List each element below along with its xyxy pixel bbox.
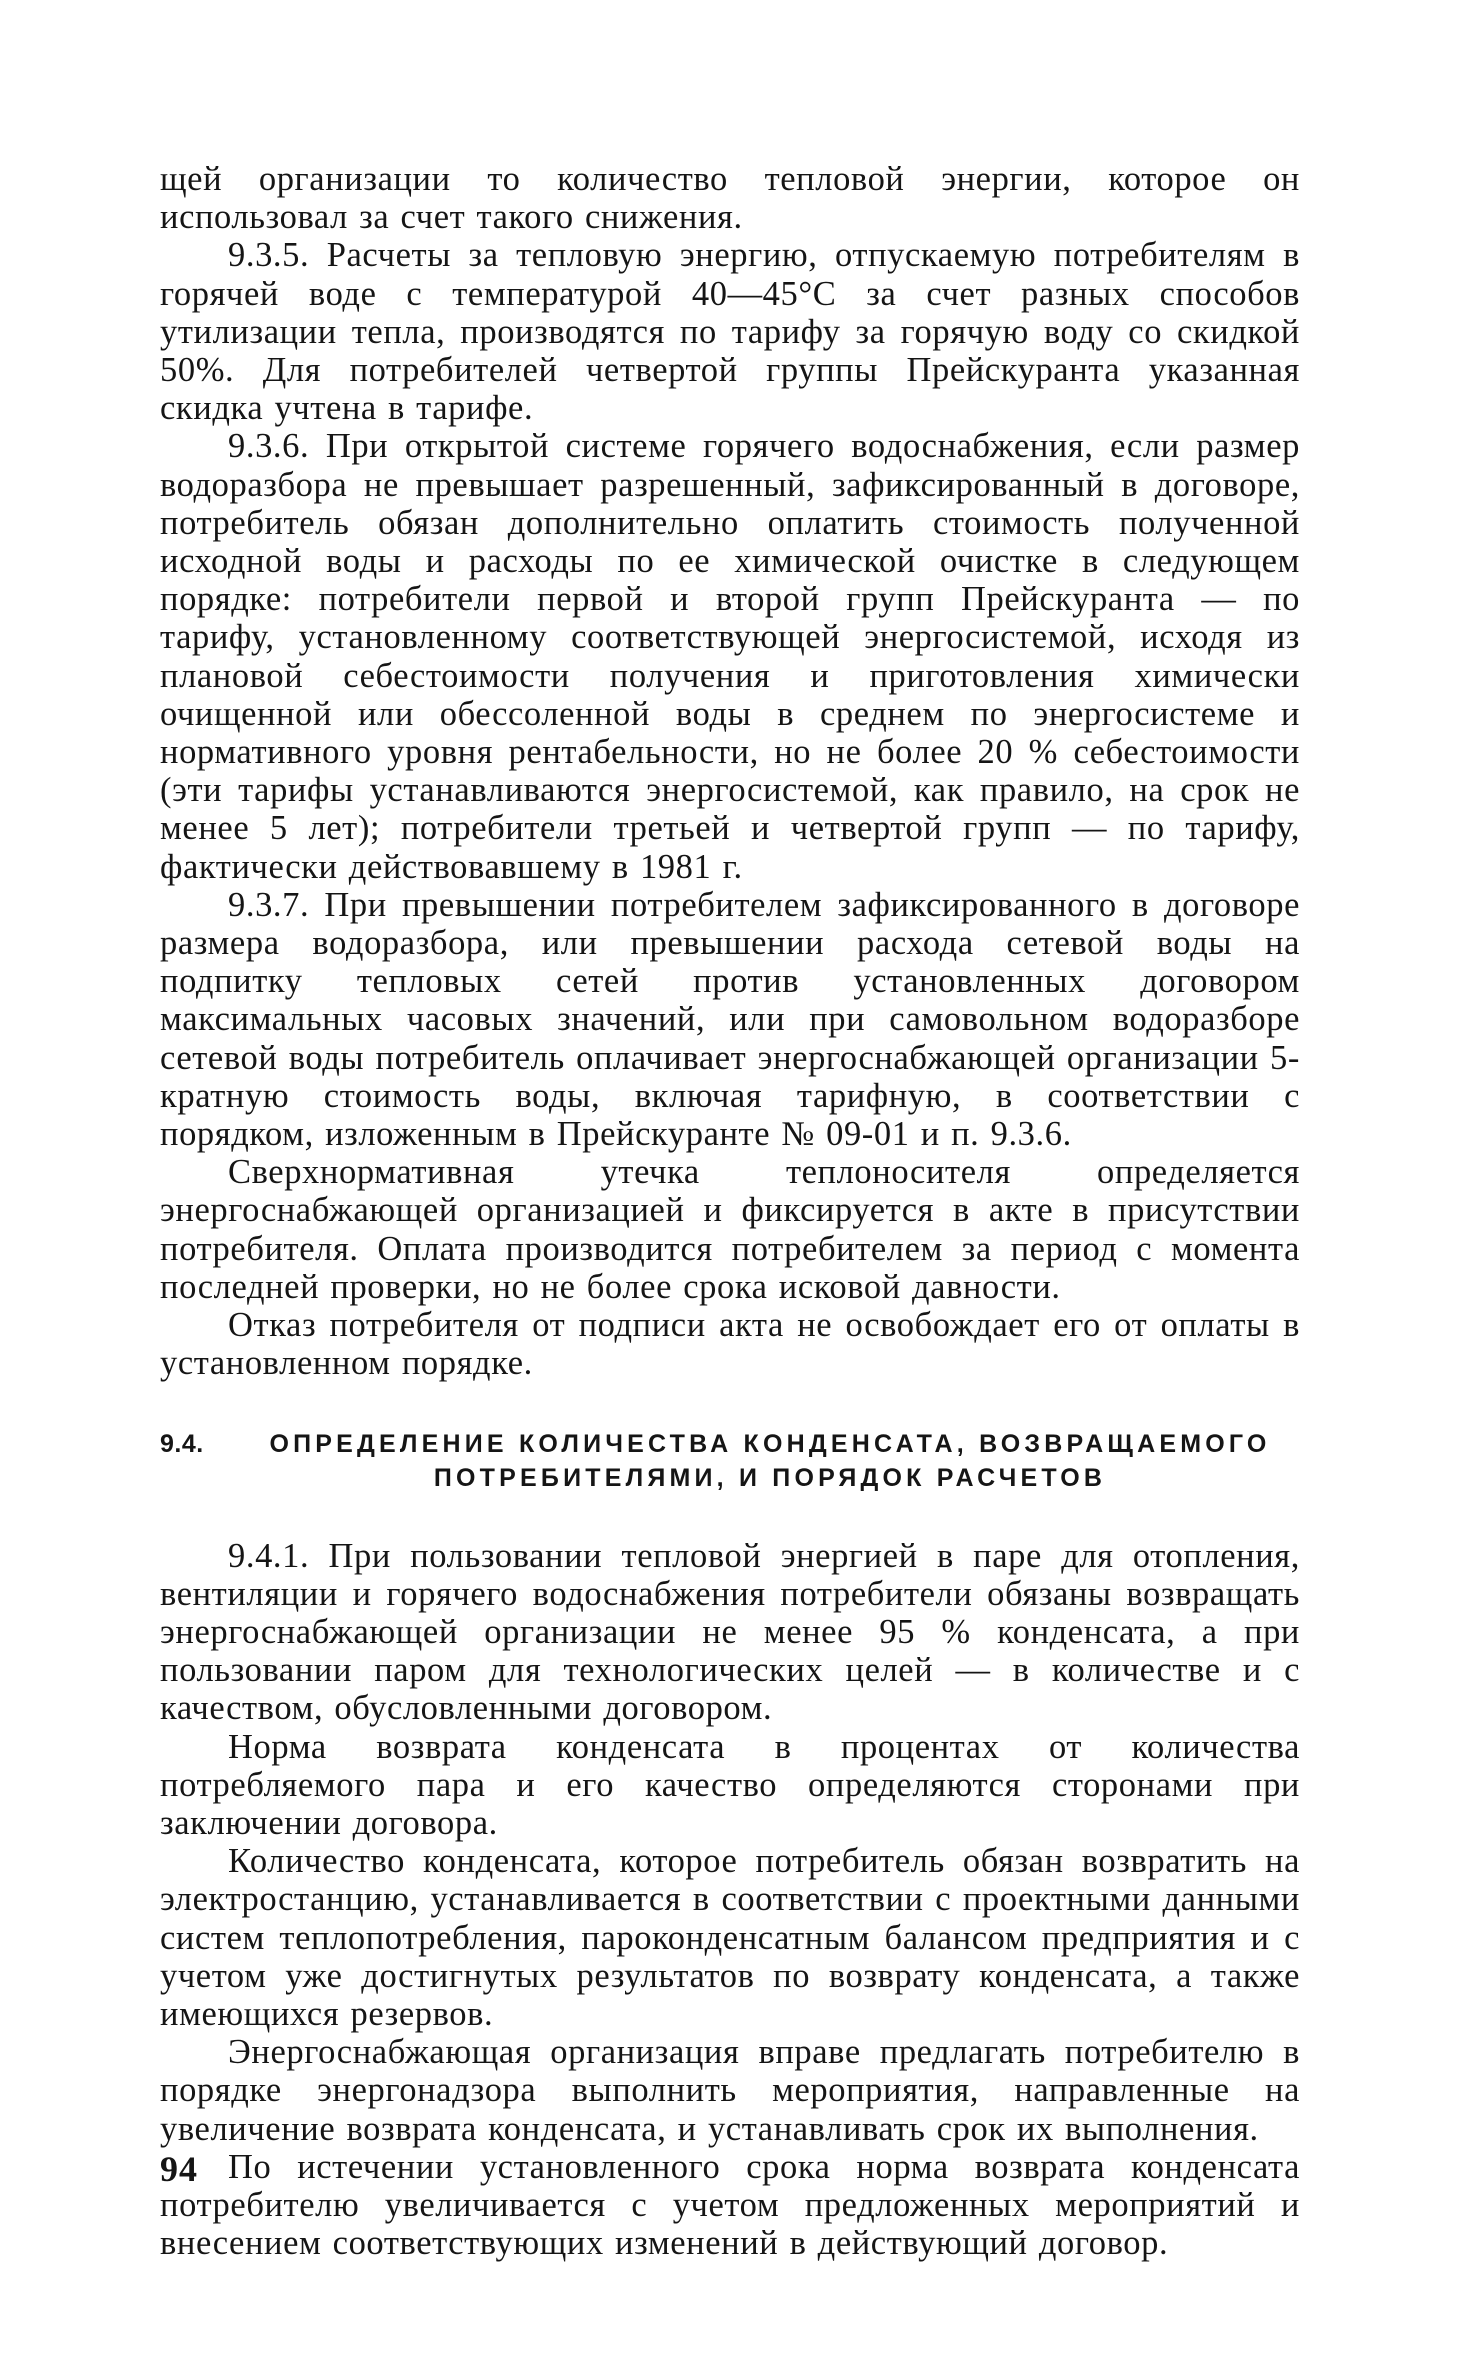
paragraph-return-norm: Норма возврата конденсата в процентах от количества потребляемого пара и его качество определяются сторонами при заключении договора. xyxy=(160,1727,1300,1842)
page-number: 94 xyxy=(160,2149,198,2189)
paragraph-9-3-6: 9.3.6. При открытой системе горячего водоснабжения, если размер водоразбора не превышает разрешенный, зафиксированный в договоре, потребитель обязан дополнительно оплатить стоимость полученной исходной воды и расходы по ее химической очистке в следующем порядке: потребители первой и второй групп Прейскуранта — по тарифу, установленному соответствующей энергосистемой, исходя из плановой себестоимости получения и приготовления химически очищенной или обессоленной воды в среднем по энергосистеме и нормативного уровня рентабельности, но не более 20 % себестоимости (эти тарифы устанавливаются энергосистемой, как правило, на срок не менее 5 лет); потребители третьей и четвертой групп — по тарифу, фактически действовавшему в 1981 г. xyxy=(160,427,1300,886)
paragraph-condensate-quantity: Количество конденсата, которое потребитель обязан возвратить на электростанцию, устанавливается в соответствии с проектными данными систем теплопотребления, пароконденсатным балансом предприятия и с учетом уже достигнутых результатов по возврату конденсата, а также имеющихся резервов. xyxy=(160,1842,1300,2033)
paragraph-9-4-1: 9.4.1. При пользовании тепловой энергией в паре для отопления, вентиляции и горячего водоснабжения потребители обязаны возвращать энергоснабжающей организации не менее 95 % конденсата, а при пользовании паром для технологических целей — в количестве и с качеством, обусловленными договором. xyxy=(160,1536,1300,1728)
section-title-line-1: ОПРЕДЕЛЕНИЕ КОЛИЧЕСТВА КОНДЕНСАТА, ВОЗВРАЩАЕМОГО xyxy=(269,1429,1271,1458)
section-title-line-2: ПОТРЕБИТЕЛЯМИ, И ПОРЯДОК РАСЧЕТОВ xyxy=(433,1463,1107,1492)
section-heading xyxy=(160,1427,1300,1495)
paragraph-refusal: Отказ потребителя от подписи акта не освобождает его от оплаты в установленном порядке. xyxy=(160,1306,1300,1383)
paragraph-9-3-7: 9.3.7. При превышении потребителем зафиксированного в договоре размера водоразбора, или превышении расхода сетевой воды на подпитку тепловых сетей против установленных договором максимальных часовых значений, или при самовольном водоразборе сетевой воды потребитель оплачивает энергоснабжающей организации 5-кратную стоимость воды, включая тарифную, в соответствии с порядком, изложенным в Прейскуранте № 09-01 и п. 9.3.6. xyxy=(160,885,1300,1154)
section-title xyxy=(240,1427,1300,1495)
paragraph-9-3-5: 9.3.5. Расчеты за тепловую энергию, отпускаемую потребителям в горячей воде с температурой 40—45°С за счет разных способов утилизации тепла, производятся по тарифу за горячую воду со скидкой 50%. Для потребителей четвертой группы Прейскуранта указанная скидка учтена в тарифе. xyxy=(160,236,1300,428)
paragraph-energy-supplier-right: Энергоснабжающая организация вправе предлагать потребителю в порядке энергонадзора выполнить мероприятия, направленные на увеличение возврата конденсата, и устанавливать срок их выполнения. xyxy=(160,2033,1300,2148)
page-body xyxy=(160,160,1300,2262)
paragraph-deadline-expiry: По истечении установленного срока норма возврата конденсата потребителю увеличивается с учетом предложенных мероприятий и внесением соответствующих изменений в действующий договор. xyxy=(160,2147,1300,2263)
paragraph-continuation: щей организации то количество тепловой энергии, которое он использовал за счет такого снижения. xyxy=(160,160,1300,237)
section-number: 9.4. xyxy=(160,1429,204,1458)
paragraph-leakage: Сверхнормативная утечка теплоносителя определяется энергоснабжающей организацией и фиксируется в акте в присутствии потребителя. Оплата производится потребителем за период с момента последней проверки, но не более срока исковой давности. xyxy=(160,1153,1300,1306)
